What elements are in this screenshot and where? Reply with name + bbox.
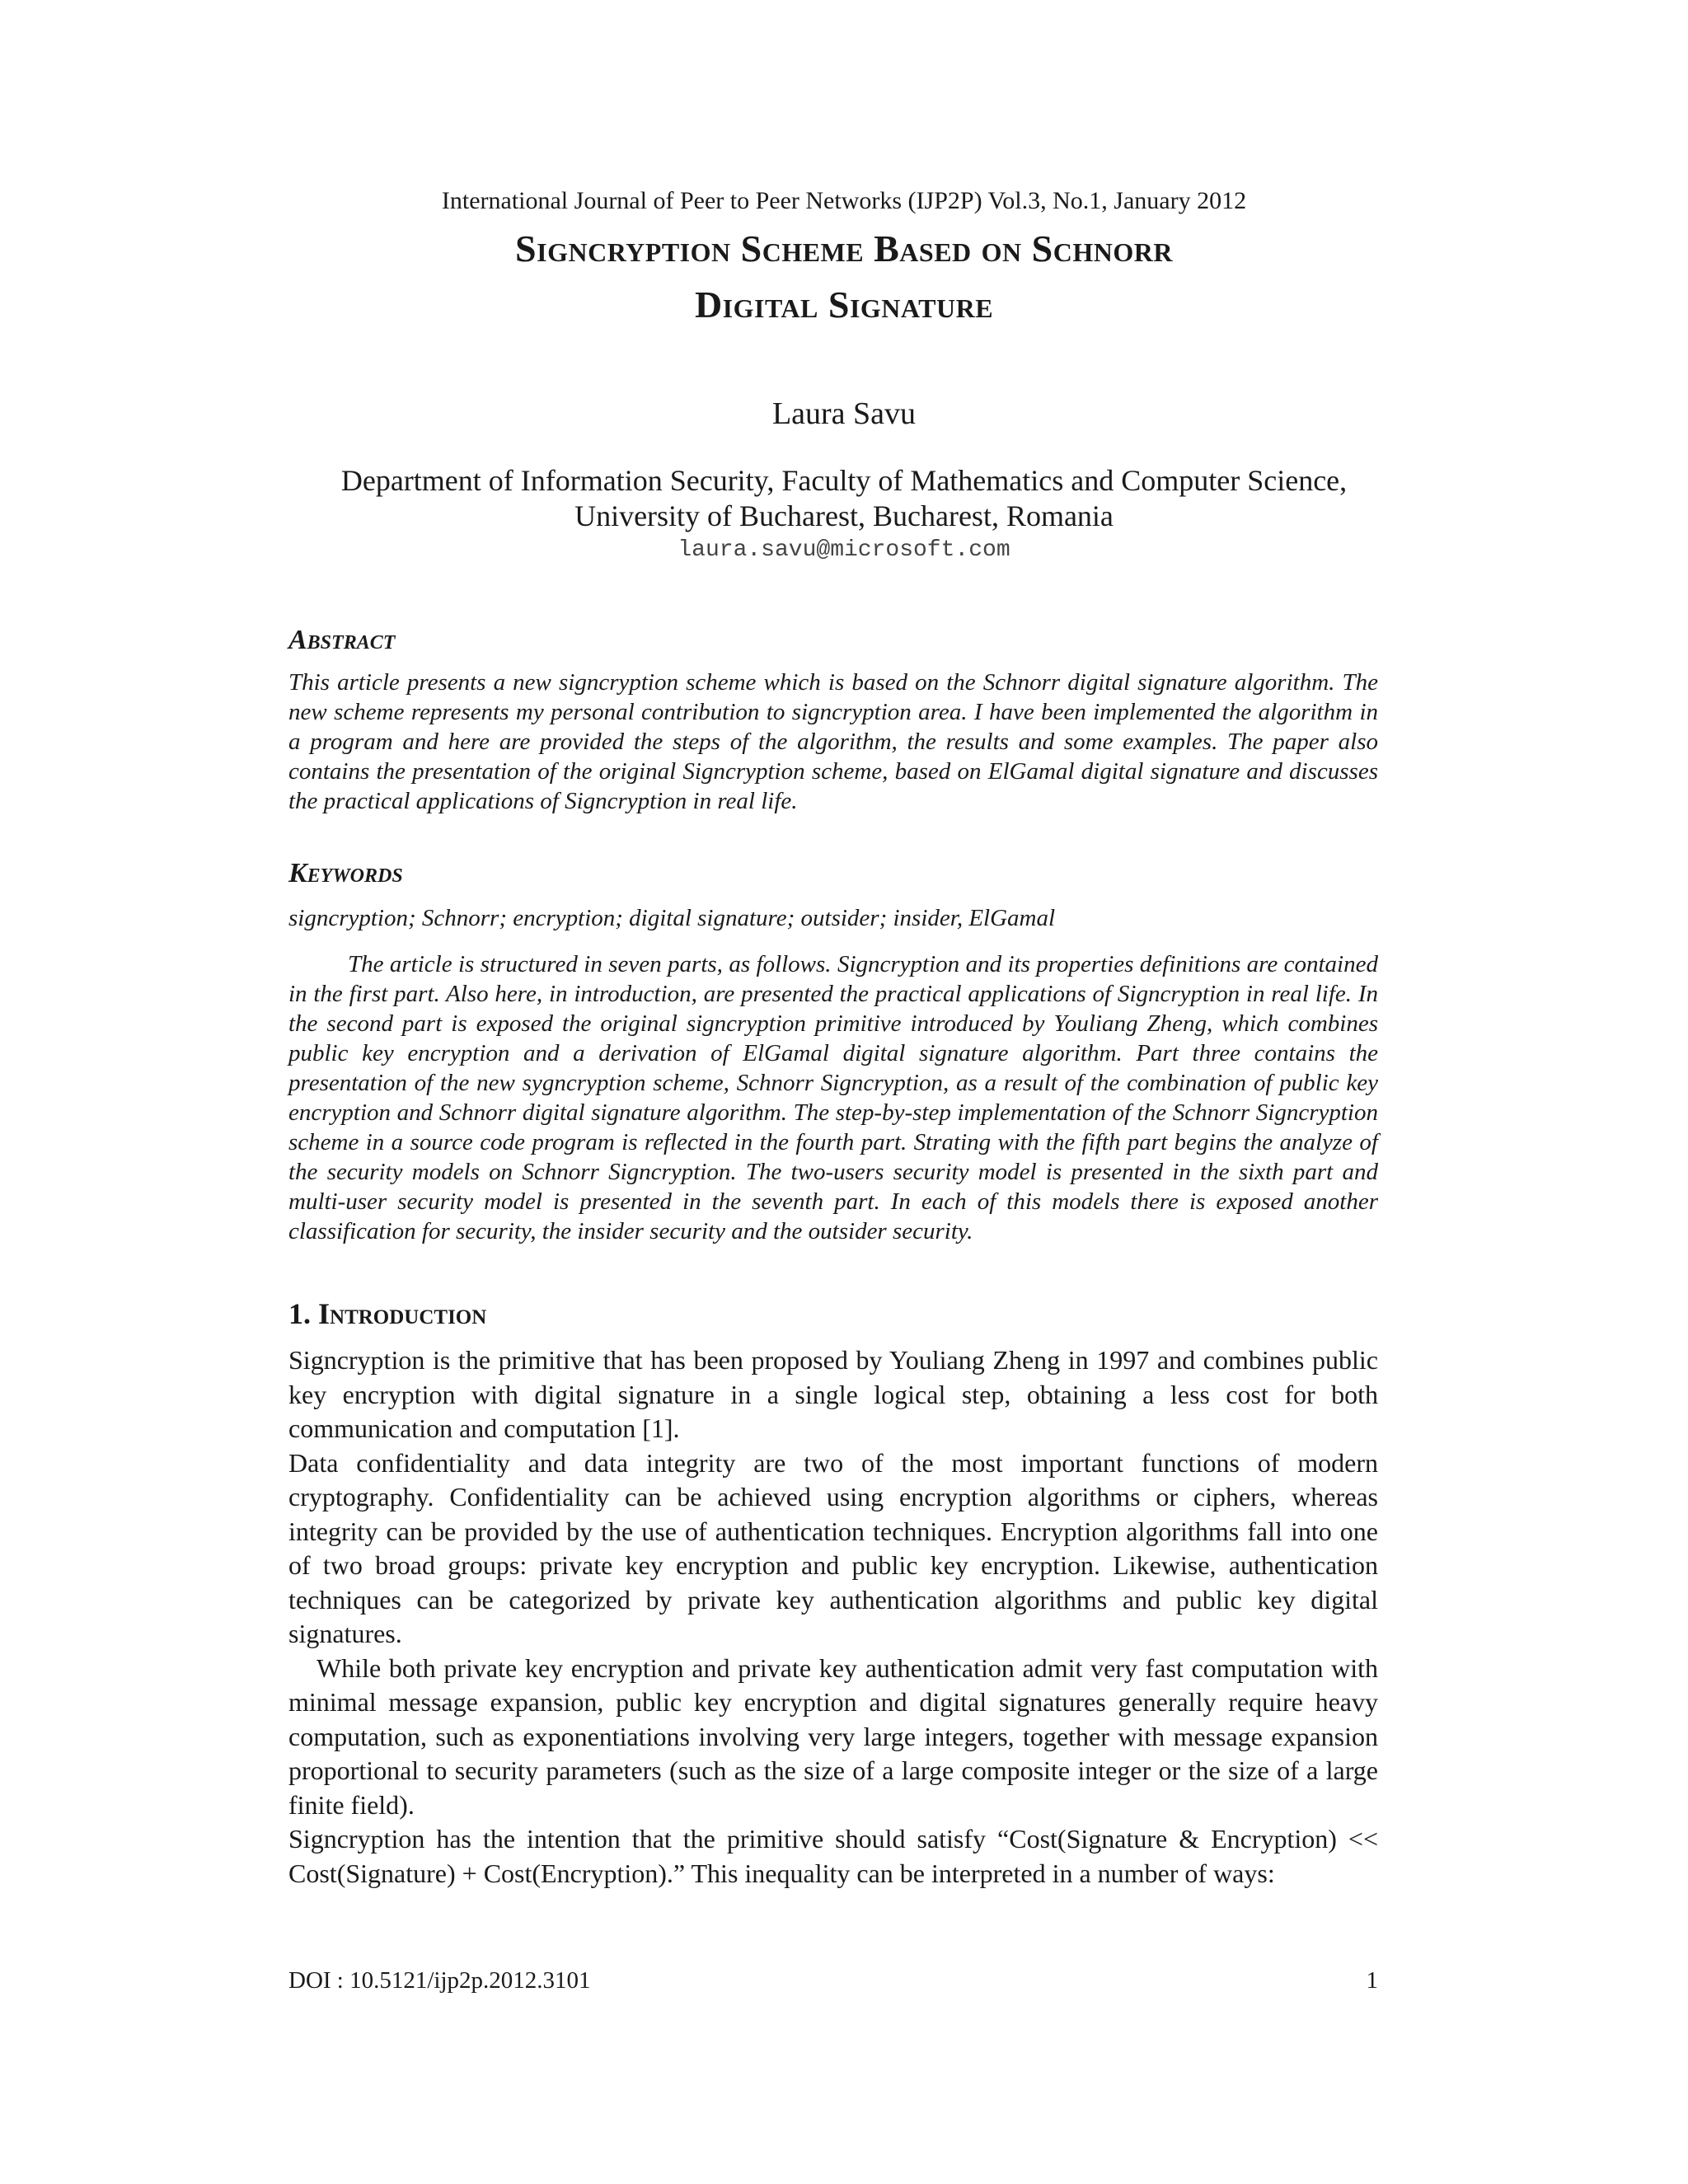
intro-paragraph: Signcryption is the primitive that has been proposed by Youliang Zheng in 1997 and combines public key encryption with digital signature in a single logical step, obtaining a less cost for both communication and computation [1]. bbox=[288, 1345, 1378, 1443]
journal-header: International Journal of Peer to Peer Networks (IJP2P) Vol.3, No.1, January 2012 bbox=[441, 187, 1247, 214]
affiliation-line-2: University of Bucharest, Bucharest, Romania bbox=[574, 499, 1114, 532]
structure-paragraph: The article is structured in seven parts, as follows. Signcryption and its properties definitions are contained in the first part. Also here, in introduction, are presented the practical applications of Signcryption in real life. In the second part is exposed the original signcryption primitive introduced by Youliang Zheng, which combines public key encryption and a derivation of ElGamal digital signature algorithm. Part three contains the presentation of the new sygncryption scheme, Schnorr Signcryption, as a result of the combination of public key encryption and Schnorr digital signature algorithm. The step-by-step implementation of the Schnorr Signcryption scheme in a source code program is reflected in the fourth part. Strating with the fifth part begins the analyze of the security models on Schnorr Signcryption. The two-users security model is presented in the sixth part and multi-user security model is presented in the seventh part. In each of this models there is exposed another classification for security, the insider security and the outsider security. bbox=[288, 951, 1378, 1244]
paper-title-line-1: Signcryption Scheme Based on Schnorr bbox=[515, 227, 1173, 269]
abstract-heading: Abstract bbox=[288, 625, 396, 655]
abstract-text: This article presents a new signcryption scheme which is based on the Schnorr digital signature algorithm. The new scheme represents my personal contribution to signcryption area. I have been implemented the algorithm in a program and here are provided the steps of the algorithm, the results and some examples. The paper also contains the presentation of the original Signcryption scheme, based on ElGamal digital signature and discusses the practical applications of Signcryption in real life. bbox=[288, 669, 1378, 814]
introduction-heading: 1. Introduction bbox=[288, 1297, 487, 1330]
author-affiliation bbox=[0, 463, 1688, 534]
affiliation-line-1: Department of Information Security, Faculty of Mathematics and Computer Science, bbox=[340, 464, 1348, 497]
author-name: Laura Savu bbox=[771, 396, 917, 431]
keywords-heading: Keywords bbox=[288, 858, 403, 888]
author-email: laura.savu@microsoft.com bbox=[678, 537, 1010, 563]
intro-paragraph: While both private key encryption and private key authentication admit very fast computation with minimal message expansion, public key encryption and digital signatures generally require heavy computation, such as exponentiations involving very large integers, together with message expansion proportional to security parameters (such as the size of a large composite integer or the size of a large finite field). bbox=[288, 1652, 1378, 1820]
paper-title-line-2: Digital Signature bbox=[694, 284, 994, 326]
keywords-text: signcryption; Schnorr; encryption; digital signature; outsider; insider, ElGamal bbox=[288, 905, 1056, 931]
doi-footer: DOI : 10.5121/ijp2p.2012.3101 bbox=[288, 1967, 591, 1994]
intro-paragraph: Data confidentiality and data integrity are two of the most important functions of modern cryptography. Confidentiality can be achieved using encryption algorithms or ciphers, whereas integrity can be provided by the use of authentication techniques. Encryption algorithms fall into one of two broad groups: private key encryption and public key encryption. Likewise, authentication techniques can be categorized by private key authentication algorithms and public key digital signatures. bbox=[288, 1447, 1378, 1648]
introduction-body bbox=[288, 1343, 1378, 1891]
paper-title bbox=[0, 221, 1688, 333]
intro-paragraph: Signcryption has the intention that the primitive should satisfy “Cost(Signature & Encryption) << Cost(Signature) + Cost(Encryption).” This inequality can be interpreted in a number of ways: bbox=[288, 1824, 1378, 1888]
page-number: 1 bbox=[1366, 1967, 1378, 1994]
